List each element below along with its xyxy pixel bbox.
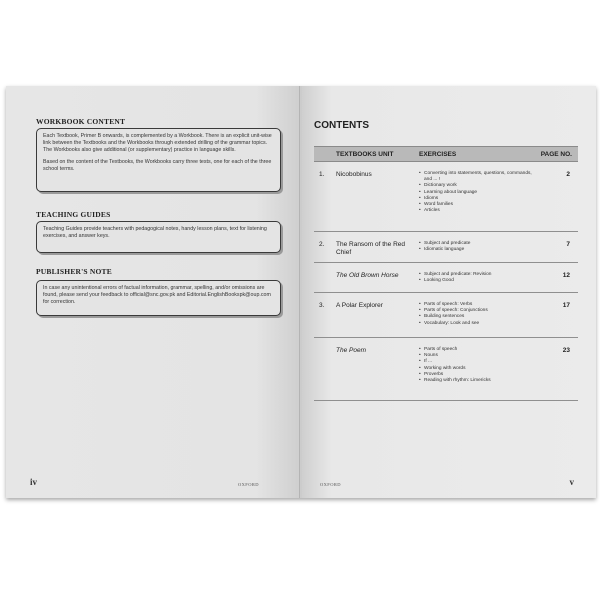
teaching-guides-heading: TEACHING GUIDES xyxy=(36,210,111,219)
publishers-note-heading: PUBLISHER'S NOTE xyxy=(36,267,112,276)
exercise-item: • Subject and predicate xyxy=(419,241,537,247)
exercise-item: • Learning about language xyxy=(419,190,537,196)
teaching-guides-para: Teaching Guides provide teachers with pedagogical notes, handy lesson plans, text for listening exercises, and answer keys. xyxy=(43,226,267,240)
table-header xyxy=(314,146,578,162)
row-unit: Nicobobinus xyxy=(336,171,372,178)
exercise-item: • Dictionary work xyxy=(419,183,537,189)
publishers-note-box xyxy=(36,280,281,316)
row-page-number: 2 xyxy=(566,171,570,178)
row-exercises xyxy=(419,272,537,284)
open-book xyxy=(6,86,596,498)
oxford-logo-left: OXFORD xyxy=(238,482,259,487)
workbook-content-box xyxy=(36,128,281,192)
row-exercises xyxy=(419,241,537,253)
table-row xyxy=(314,293,578,338)
exercise-item: • Vocabulary: Look and see xyxy=(419,321,537,327)
row-page-number: 7 xyxy=(566,241,570,248)
table-row xyxy=(314,338,578,401)
row-number: 1. xyxy=(319,171,325,178)
exercise-item: • Proverbs xyxy=(419,372,537,378)
oxford-logo-right: OXFORD xyxy=(320,482,341,487)
exercise-item: • Parts of speech: Verbs xyxy=(419,302,537,308)
right-page xyxy=(302,86,596,498)
header-textbooks-unit: TEXTBOOKS UNIT xyxy=(336,150,394,158)
row-unit: The Poem xyxy=(336,347,366,354)
table-row xyxy=(314,263,578,293)
row-page-number: 12 xyxy=(562,272,570,279)
exercise-item: • If ... xyxy=(419,359,537,365)
contents-table xyxy=(314,146,578,401)
row-unit: A Polar Explorer xyxy=(336,302,383,309)
workbook-content-heading: WORKBOOK CONTENT xyxy=(36,117,126,126)
row-exercises xyxy=(419,171,537,214)
exercise-item: • Idioms xyxy=(419,196,537,202)
row-number: 3. xyxy=(319,302,325,309)
exercise-item: • Building sentences xyxy=(419,314,537,320)
left-page xyxy=(6,86,300,498)
publishers-note-para: In case any unintentional errors of factual information, grammar, spelling, and/or omissions are found, please send your feedback to official@snc.gov.pk and Editorial.EnglishBookspk@oup.com for correction. xyxy=(43,285,271,306)
header-page-no: PAGE NO. xyxy=(540,150,572,158)
exercise-item: • Idiomatic language xyxy=(419,247,537,253)
page-number-left: iv xyxy=(30,477,38,487)
exercise-item: • Articles xyxy=(419,208,537,214)
row-page-number: 17 xyxy=(562,302,570,309)
workbook-content-para2: Based on the content of the Textbooks, the Workbooks carry three tests, one for each of the three school terms. xyxy=(43,158,272,172)
workbook-content-para1: Each Textbook, Primer B onwards, is complemented by a Workbook. There is an explicit unit-wise link between the Textbooks and the Workbooks through extended drilling of the grammar topics. The Workbooks also give additional (or supplementary) practice in language skills. xyxy=(43,133,272,154)
header-exercises: EXERCISES xyxy=(419,150,457,158)
teaching-guides-box xyxy=(36,221,281,253)
exercise-item: • Working with words xyxy=(419,366,537,372)
row-unit: The Ransom of the Red Chief xyxy=(336,241,406,256)
row-page-number: 23 xyxy=(562,347,570,354)
row-number: 2. xyxy=(319,241,325,248)
page-number-right: v xyxy=(569,477,574,487)
table-row xyxy=(314,232,578,263)
row-exercises xyxy=(419,302,537,327)
row-exercises xyxy=(419,347,537,384)
exercise-item: • Reading with rhythm: Limericks xyxy=(419,378,537,384)
table-row xyxy=(314,162,578,232)
exercise-item: • Looking Good xyxy=(419,278,537,284)
exercise-item: • Nouns xyxy=(419,353,537,359)
exercise-item: • Subject and predicate: Revision xyxy=(419,272,537,278)
row-unit: The Old Brown Horse xyxy=(336,272,399,279)
contents-title: CONTENTS xyxy=(314,120,369,131)
exercise-item: • Parts of speech: Conjunctions xyxy=(419,308,537,314)
exercise-item: • Word families xyxy=(419,202,537,208)
exercise-item: • Converting into statements, questions, commands, and ... ! xyxy=(419,171,537,183)
exercise-item: • Parts of speech xyxy=(419,347,537,353)
